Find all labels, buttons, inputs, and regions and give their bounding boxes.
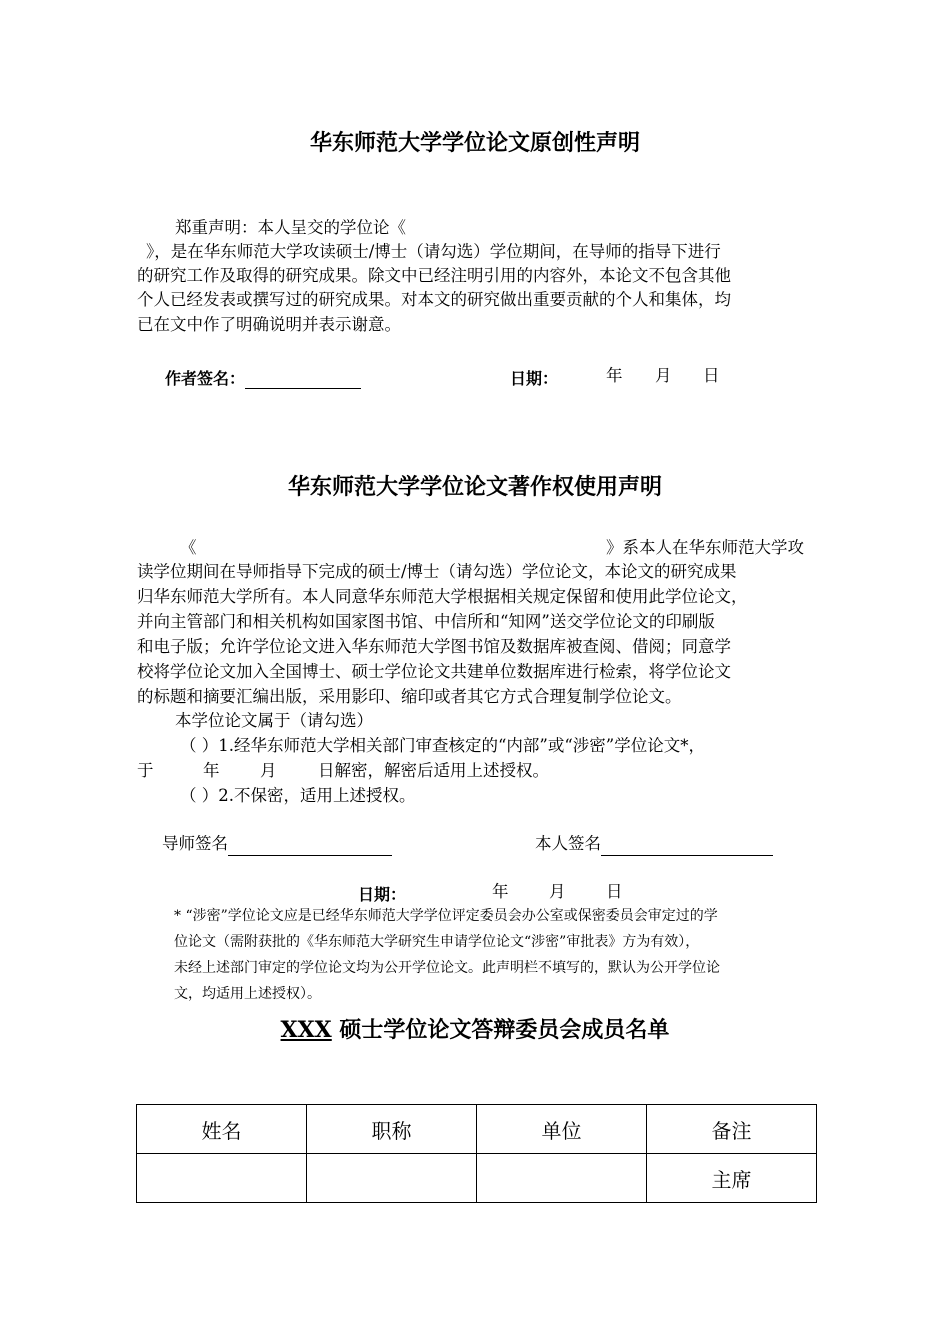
copyright-line-2: 读学位期间在导师指导下完成的硕士/博士（请勾选）学位论文，本论文的研究成果 [137,562,737,581]
committee-table [136,1104,817,1203]
table-header-row [137,1105,817,1154]
copyright-date-day: 日 [606,882,623,901]
copyright-line-1: 》系本人在华东师范大学攻 [606,538,804,557]
copyright-title: 华东师范大学学位论文著作权使用声明 [287,475,662,500]
committee-title [0,1013,950,1044]
committee-title-rest: 硕士学位论文答辩委员会成员名单 [331,1017,670,1043]
author-signature [165,366,361,389]
self-signature [535,832,773,856]
belongs-label: 本学位论文属于（请勾选） [175,711,373,730]
author-signature-line[interactable] [245,370,361,389]
copyright-date-year: 年 [492,882,509,901]
originality-line-1: 郑重声明：本人呈交的学位论《 [175,218,406,237]
copyright-date-label: 日期： [358,885,407,904]
author-signature-label: 作者签名： [165,369,246,388]
cell-name[interactable] [137,1154,307,1203]
originality-line-2: 》，是在华东师范大学攻读硕士/博士（请勾选）学位期间，在导师的指导下进行 [146,242,721,261]
copyright-line-7: 的标题和摘要汇编出版，采用影印、缩印或者其它方式合理复制学位论文。 [137,687,682,706]
secret-note-line-3: 未经上述部门审定的学位论文均为公开学位论文。此声明栏不填写的，默认为公开学位论 [174,960,720,976]
copyright-line-3: 归华东师范大学所有。本人同意华东师范大学根据相关规定保留和使用此学位论文， [137,587,748,606]
header-name: 姓名 [137,1105,307,1154]
option-1-month: 月 [260,761,277,780]
self-signature-line[interactable] [601,837,773,856]
header-title: 职称 [307,1105,477,1154]
option-1-checkbox[interactable]: （ ）1.经华东师范大学相关部门审查核定的“内部”或“涉密”学位论文*， [180,736,705,755]
secret-note-line-1: * “涉密”学位论文应是已经华东师范大学学位评定委员会办公室或保密委员会审定过的学 [174,908,718,924]
originality-date-month: 月 [655,366,672,385]
originality-line-4: 个人已经发表或撰写过的研究成果。对本文的研究做出重要贡献的个人和集体，均 [137,290,731,309]
advisor-signature-label: 导师签名 [162,834,228,853]
originality-line-3: 的研究工作及取得的研究成果。除文中已经注明引用的内容外，本论文不包含其他 [137,266,731,285]
committee-title-prefix: XXX [280,1017,332,1043]
header-remark: 备注 [647,1105,817,1154]
cell-remark[interactable]: 主席 [647,1154,817,1203]
copyright-line-6: 校将学位论文加入全国博士、硕士学位论文共建单位数据库进行检索，将学位论文 [137,662,731,681]
option-1-suffix: 日解密，解密后适用上述授权。 [318,761,549,780]
header-unit: 单位 [477,1105,647,1154]
copyright-line-4: 并向主管部门和相关机构如国家图书馆、中信所和“知网”送交学位论文的印刷版 [137,612,715,631]
originality-date-year: 年 [606,366,623,385]
copyright-line-5: 和电子版；允许学位论文进入华东师范大学图书馆及数据库被查阅、借阅；同意学 [137,637,731,656]
originality-date-day: 日 [703,366,720,385]
advisor-signature-line[interactable] [228,837,392,856]
cell-unit[interactable] [477,1154,647,1203]
originality-date-label: 日期： [510,369,559,388]
copyright-date-month: 月 [549,882,566,901]
table-row [137,1154,817,1203]
secret-note-line-2: 位论文（需附获批的《华东师范大学研究生申请学位论文“涉密”审批表》方为有效）， [174,934,700,950]
advisor-signature [162,832,392,856]
cell-title[interactable] [307,1154,477,1203]
originality-title: 华东师范大学学位论文原创性声明 [309,131,640,156]
self-signature-label: 本人签名 [535,834,601,853]
copyright-open-quote: 《 [180,538,197,557]
option-2-checkbox[interactable]: （ ）2.不保密，适用上述授权。 [180,786,416,805]
option-1-prefix: 于 [137,761,154,780]
option-1-year: 年 [203,761,220,780]
secret-note-line-4: 文，均适用上述授权）。 [174,986,321,1002]
originality-line-5: 已在文中作了明确说明并表示谢意。 [137,315,401,334]
